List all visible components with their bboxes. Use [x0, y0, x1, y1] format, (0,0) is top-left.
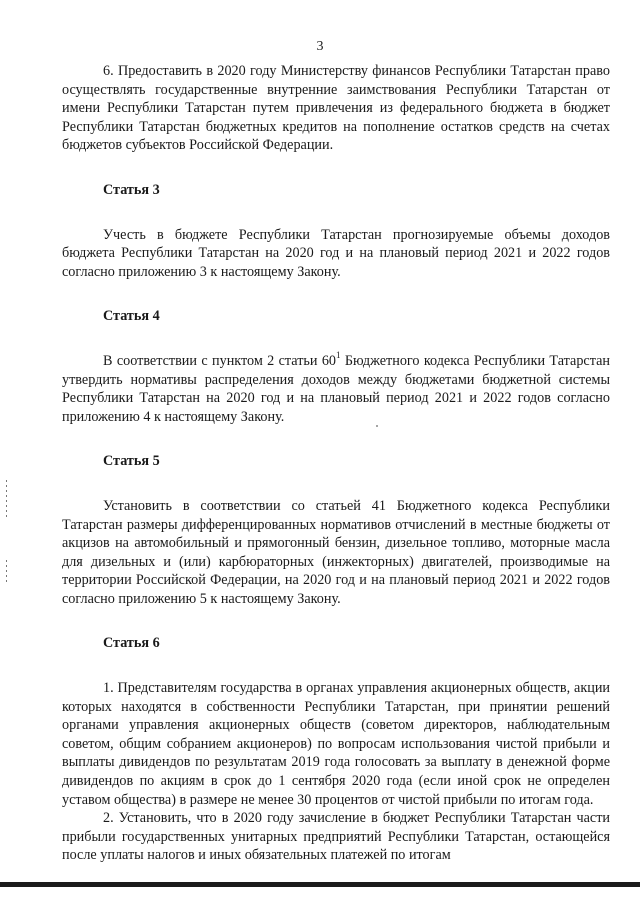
article-3-heading: Статья 3	[103, 181, 160, 198]
article-4-text-end: Бюджетного кодекса Республики Татарстан утвердить нормативы распределения доходов между бюджетами бюджетной системы Республики Татарстан на 2020 год и на плановый период 2021 и 2022 годов согласно приложению 4 к настоящему Закону.	[62, 352, 610, 425]
article-6-item-2: 2. Установить, что в 2020 году зачисление в бюджет Республики Татарстан части прибыли государственных унитарных предприятий Республики Татарстан, остающейся после уплаты налогов и иных обязательных платежей по итогам	[62, 810, 610, 864]
article-6-item-1: 1. Представителям государства в органах управления акционерных обществ, акции которых находятся в собственности Республики Татарстан, при принятии решений органами управления акционерных обществ (советом директоров, наблюдательным советом, общим собранием акционеров) по вопросам использования чистой прибыли и выплаты дивидендов по результатам 2019 года голосовать за выплату в денежной форме дивидендов по акциям в срок до 1 сентября 2020 года (если иной срок не определен уставом общества) в размере не менее 30 процентов от чистой прибыли по итогам года.	[62, 680, 610, 808]
scan-edge-mark	[6, 480, 7, 520]
article-3-text: Учесть в бюджете Республики Татарстан прогнозируемые объемы доходов бюджета Республики Татарстан на 2020 год и на плановый период 2021 и 2022 годов согласно приложению 3 к настоящему Закону.	[62, 226, 610, 280]
article-4-heading: Статья 4	[103, 308, 160, 325]
page-number: 3	[316, 39, 324, 54]
document-body	[62, 62, 610, 865]
paragraph-item-6: 6. Предоставить в 2020 году Министерству финансов Республики Татарстан право осуществлять государственные внутренние заимствования Республики Татарстан от имени Республики Татарстан путем привлечения из федерального бюджета в бюджет Республики Татарстан бюджетных кредитов на пополнение остатков средств на счетах бюджетов субъектов Российской Федерации.	[62, 63, 610, 154]
scan-edge-mark	[6, 560, 7, 584]
article-5-heading: Статья 5	[103, 453, 160, 470]
article-5-text: Установить в соответствии со статьей 41 Бюджетного кодекса Республики Татарстан размеры дифференцированных нормативов отчислений в местные бюджеты от акцизов на автомобильный и прямогонный бензин, дизельное топливо, моторные масла для дизельных и (или) карбюраторных (инжекторных) двигателей, производимые на территории Российской Федерации, на 2020 год и на плановый период 2021 и 2022 годов согласно приложению 5 к настоящему Закону.	[62, 497, 610, 607]
article-4-text	[62, 352, 610, 426]
article-6-heading: Статья 6	[103, 635, 160, 652]
article-4-text-start: В соответствии с пунктом 2 статьи 60	[103, 352, 337, 369]
article-4-superscript: 1	[336, 350, 341, 361]
scan-bottom-border	[0, 882, 640, 887]
